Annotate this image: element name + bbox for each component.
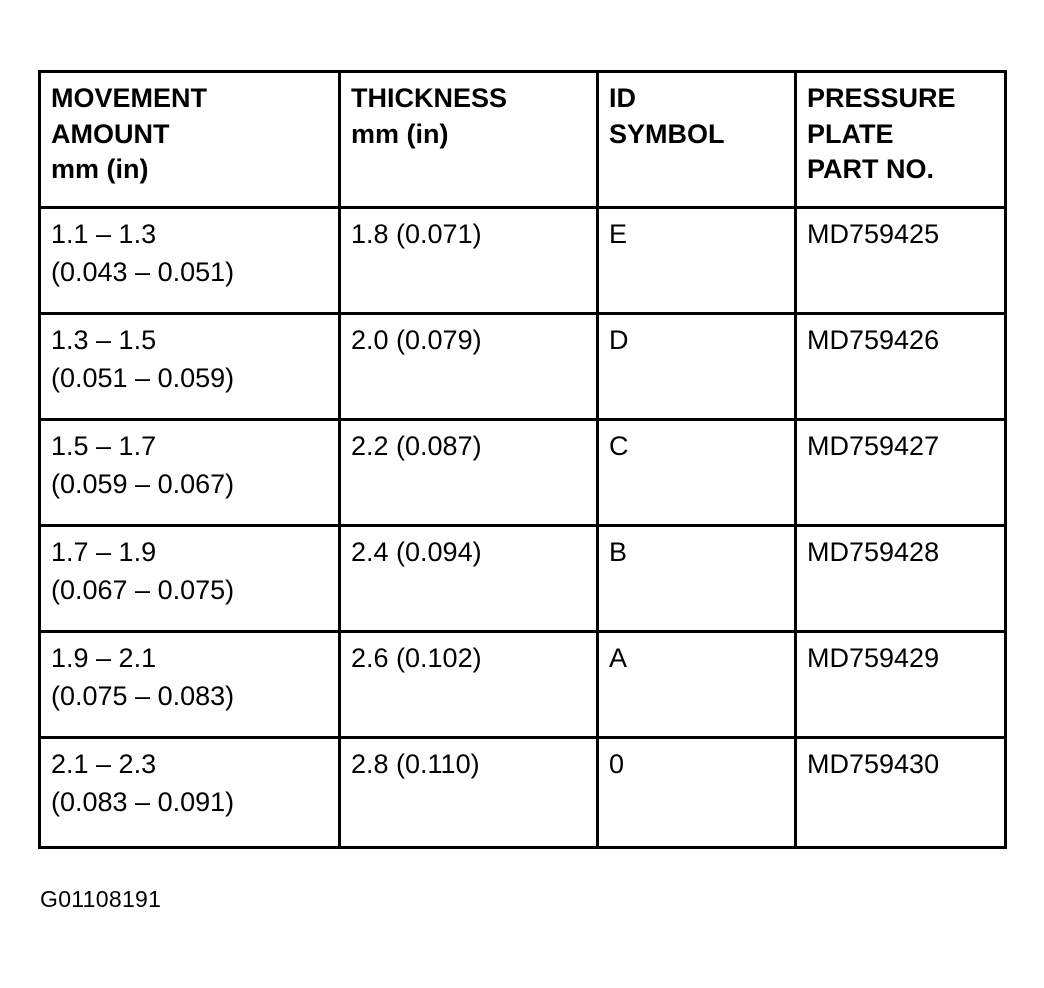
column-header-thickness: [340, 72, 598, 208]
cell-part-no: MD759428: [796, 525, 1006, 631]
cell-part-no: MD759425: [796, 207, 1006, 313]
cell-movement-amount: [40, 631, 340, 737]
table-row: [40, 525, 1006, 631]
column-header-id-symbol-line-1: ID: [609, 83, 636, 113]
table-row: [40, 313, 1006, 419]
cell-movement-range: 1.9 – 2.1: [51, 642, 157, 673]
cell-movement-range: 1.1 – 1.3: [51, 218, 157, 249]
cell-thickness: 2.6 (0.102): [340, 631, 598, 737]
column-header-movement-amount-line-2: AMOUNT: [51, 118, 170, 149]
cell-thickness: 2.4 (0.094): [340, 525, 598, 631]
cell-id-symbol: C: [598, 419, 796, 525]
cell-part-no: MD759429: [796, 631, 1006, 737]
table-body: [40, 207, 1006, 847]
table-row: [40, 207, 1006, 313]
column-header-part-no-line-3: PART NO.: [807, 154, 934, 185]
cell-movement-amount: [40, 737, 340, 847]
column-header-thickness-line-2: mm (in): [351, 118, 449, 149]
cell-thickness: 2.8 (0.110): [340, 737, 598, 847]
column-header-part-no-line-2: PLATE: [807, 118, 894, 149]
cell-id-symbol: 0: [598, 737, 796, 847]
column-header-movement-amount: [40, 72, 340, 208]
cell-part-no: MD759427: [796, 419, 1006, 525]
cell-movement-inches: (0.067 – 0.075): [51, 574, 235, 605]
cell-part-no: MD759430: [796, 737, 1006, 847]
column-header-movement-amount-line-1: MOVEMENT: [51, 83, 208, 113]
cell-movement-range: 1.7 – 1.9: [51, 536, 157, 567]
cell-thickness: 2.2 (0.087): [340, 419, 598, 525]
column-header-movement-amount-line-3: mm (in): [51, 154, 149, 185]
cell-movement-inches: (0.043 – 0.051): [51, 256, 235, 287]
cell-movement-range: 2.1 – 2.3: [51, 748, 157, 779]
column-header-pressure-plate-part-no: [796, 72, 1006, 208]
table-row: [40, 737, 1006, 847]
figure-code: G01108191: [40, 886, 162, 912]
cell-movement-range: 1.5 – 1.7: [51, 430, 157, 461]
cell-movement-range: 1.3 – 1.5: [51, 324, 157, 355]
table-header-row: [40, 72, 1006, 208]
cell-movement-inches: (0.083 – 0.091): [51, 786, 235, 817]
cell-movement-amount: [40, 525, 340, 631]
table-row: [40, 631, 1006, 737]
column-header-id-symbol: [598, 72, 796, 208]
column-header-part-no-line-1: PRESSURE: [807, 83, 956, 113]
cell-movement-inches: (0.051 – 0.059): [51, 362, 235, 393]
cell-id-symbol: A: [598, 631, 796, 737]
cell-movement-inches: (0.075 – 0.083): [51, 680, 235, 711]
cell-id-symbol: B: [598, 525, 796, 631]
cell-thickness: 2.0 (0.079): [340, 313, 598, 419]
table-header: [40, 72, 1006, 208]
column-header-id-symbol-line-2: SYMBOL: [609, 118, 725, 149]
pressure-plate-selection-table: [38, 70, 1007, 849]
cell-id-symbol: E: [598, 207, 796, 313]
cell-thickness: 1.8 (0.071): [340, 207, 598, 313]
column-header-thickness-line-1: THICKNESS: [351, 83, 508, 113]
cell-movement-amount: [40, 419, 340, 525]
table-row: [40, 419, 1006, 525]
cell-movement-amount: [40, 313, 340, 419]
cell-movement-inches: (0.059 – 0.067): [51, 468, 235, 499]
cell-part-no: MD759426: [796, 313, 1006, 419]
cell-movement-amount: [40, 207, 340, 313]
cell-id-symbol: D: [598, 313, 796, 419]
